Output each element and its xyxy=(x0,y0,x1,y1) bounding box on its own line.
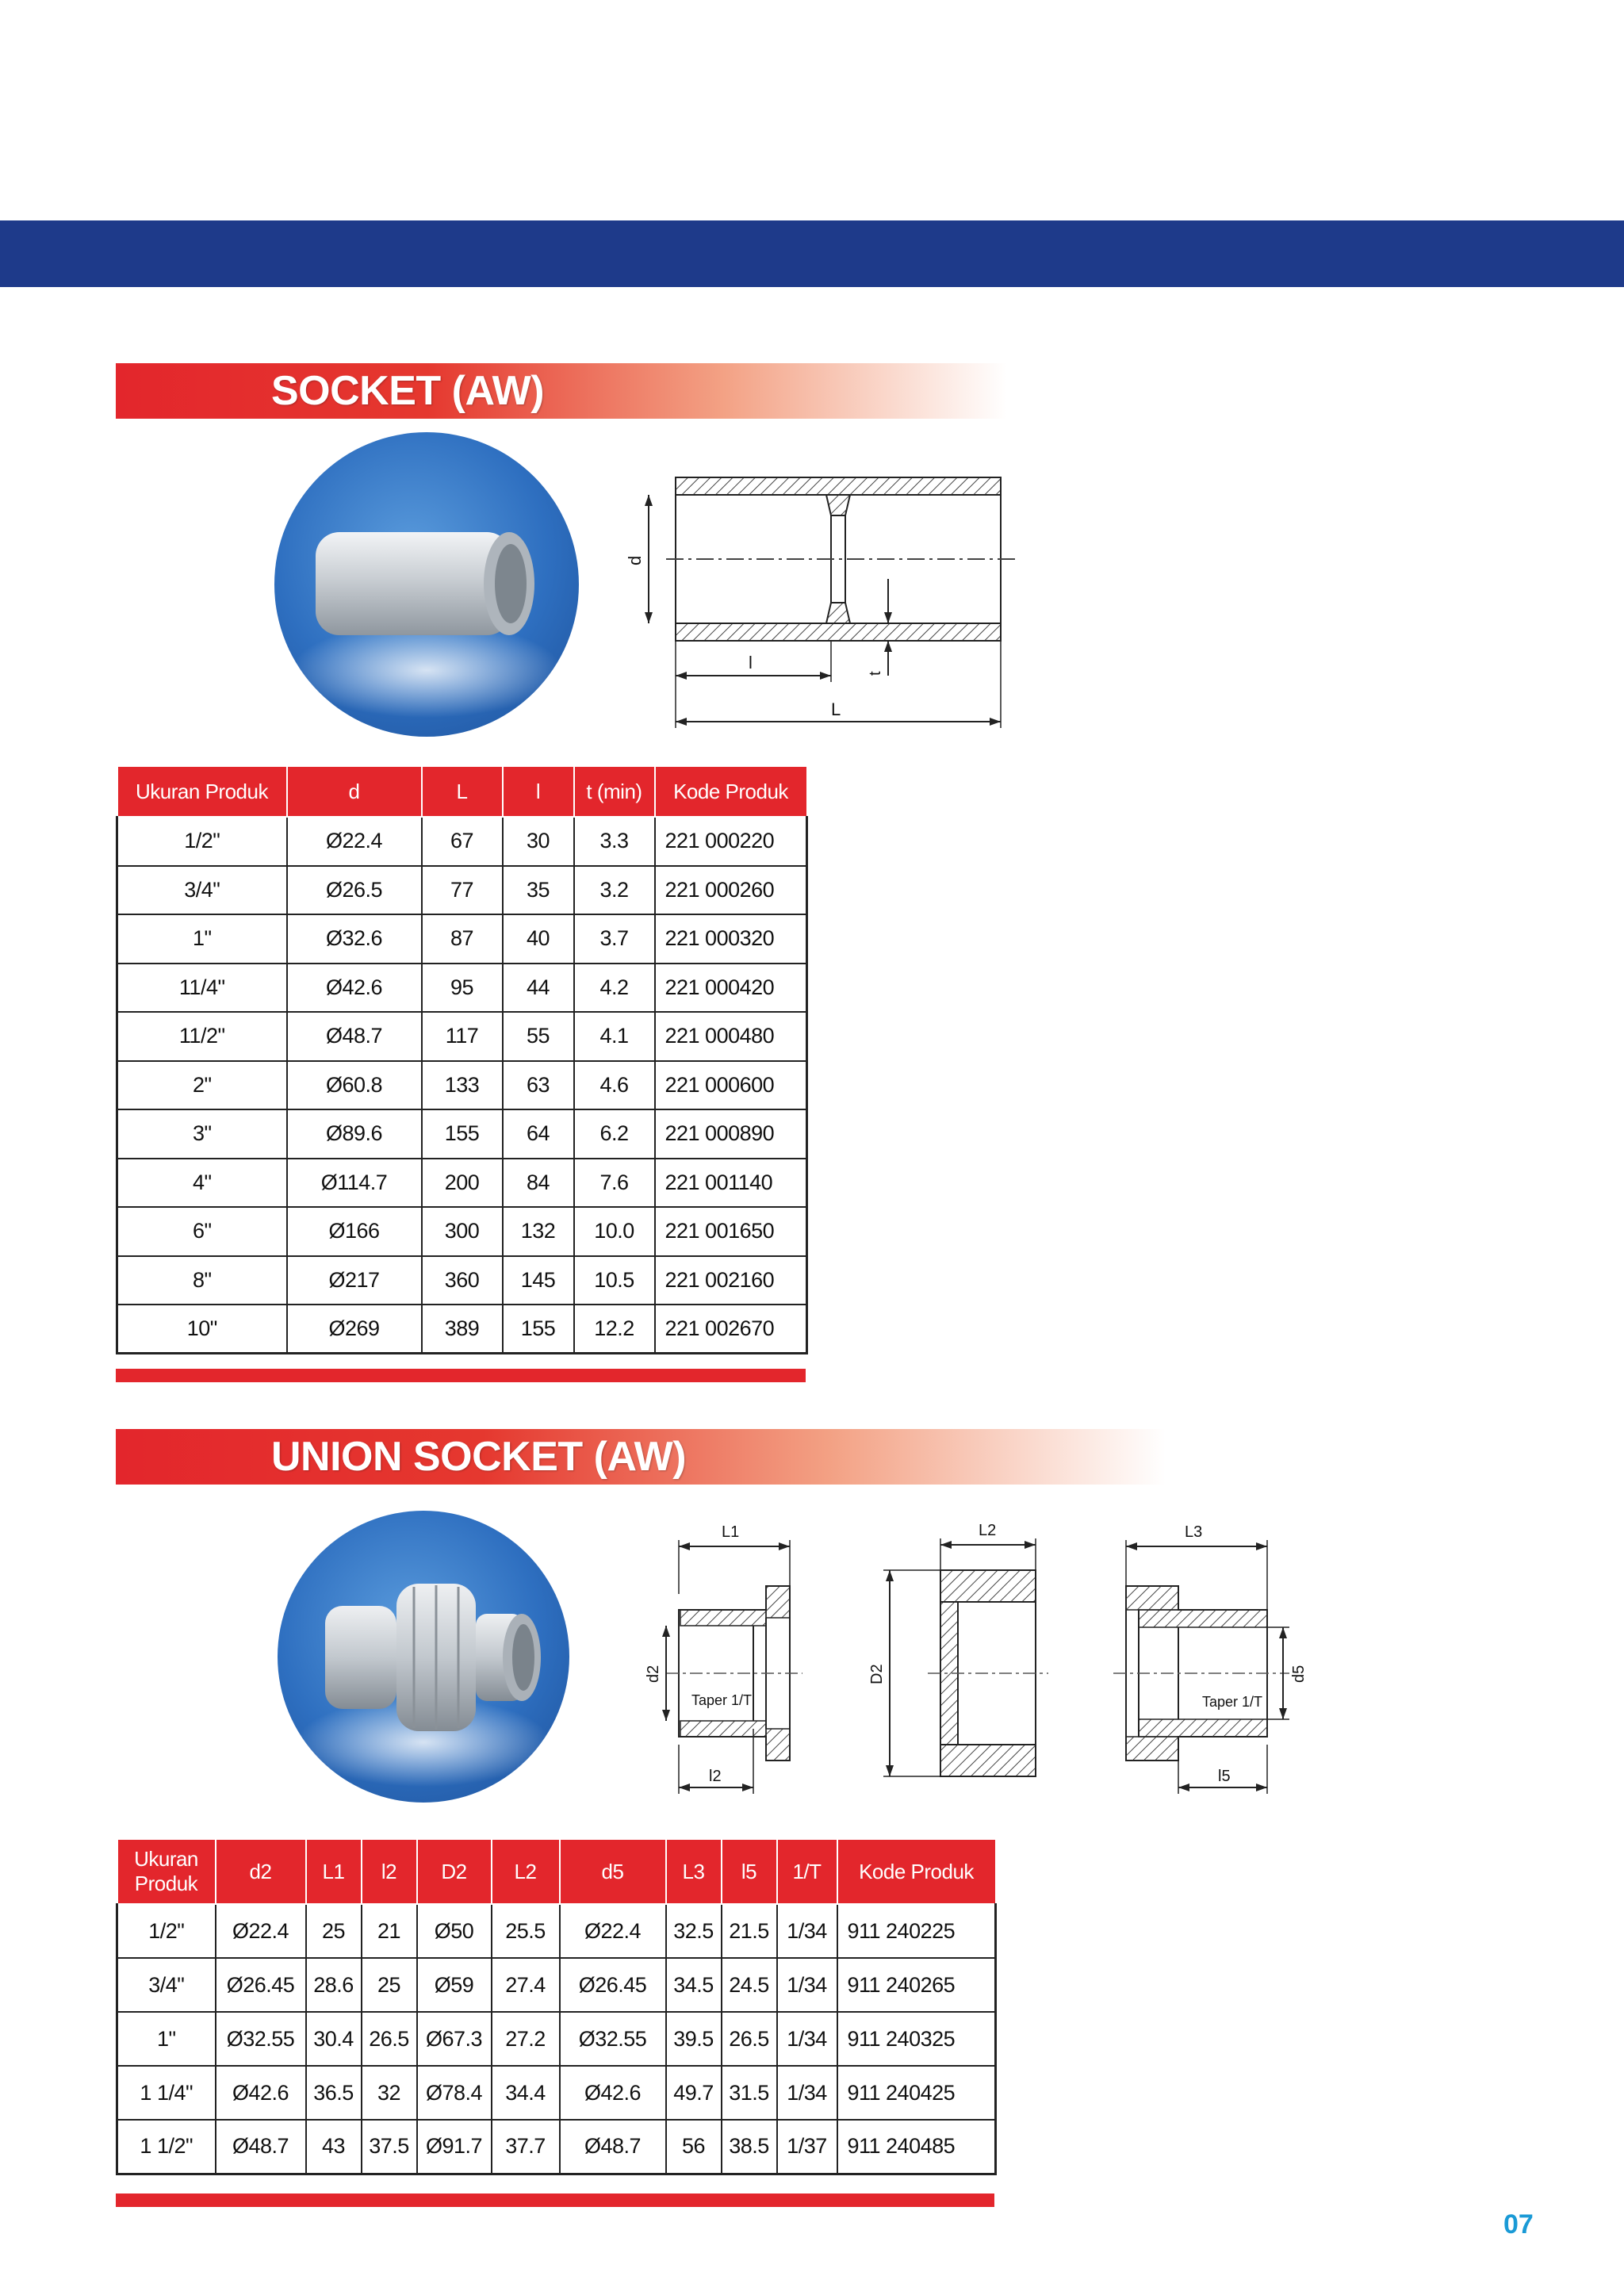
table-cell: 221 000890 xyxy=(655,1109,807,1159)
union-taper-label-a: Taper 1/T xyxy=(691,1692,753,1708)
union-dim-l5: l5 xyxy=(1218,1768,1231,1785)
table-cell: 44 xyxy=(503,964,574,1013)
table-cell: 360 xyxy=(422,1256,503,1305)
header-cell: d5 xyxy=(560,1839,666,1904)
table-cell: 221 001140 xyxy=(655,1159,807,1208)
table-cell: Ø22.4 xyxy=(216,1904,306,1958)
table-cell: Ø42.6 xyxy=(287,964,422,1013)
table-row xyxy=(117,1904,996,1958)
table-cell: 38.5 xyxy=(722,2120,777,2174)
table-row xyxy=(117,1207,807,1256)
table-cell: 221 000480 xyxy=(655,1012,807,1061)
table-cell: 11/2" xyxy=(117,1012,287,1061)
table-cell: 6" xyxy=(117,1207,287,1256)
table-cell: 84 xyxy=(503,1159,574,1208)
header-cell: Kode Produk xyxy=(837,1839,996,1904)
table-cell: Ø42.6 xyxy=(216,2066,306,2120)
table-cell: 25 xyxy=(306,1904,362,1958)
table-cell: 12.2 xyxy=(574,1305,655,1354)
table-cell: 34.5 xyxy=(666,1958,722,2012)
table-cell: 27.4 xyxy=(492,1958,560,2012)
table-cell: 2" xyxy=(117,1061,287,1110)
union-dim-D2: D2 xyxy=(868,1664,886,1684)
table-cell: Ø26.5 xyxy=(287,866,422,915)
table-cell: 4.1 xyxy=(574,1012,655,1061)
socket-product-photo xyxy=(274,432,579,737)
union-dim-L2: L2 xyxy=(979,1522,997,1539)
table-cell: 49.7 xyxy=(666,2066,722,2120)
table-row xyxy=(117,2066,996,2120)
table-row xyxy=(117,866,807,915)
table-cell: 1 1/4" xyxy=(117,2066,216,2120)
table-row xyxy=(117,2120,996,2174)
table-cell: 37.5 xyxy=(362,2120,417,2174)
header-cell: L1 xyxy=(306,1839,362,1904)
table-cell: Ø22.4 xyxy=(560,1904,666,1958)
table-row xyxy=(117,964,807,1013)
table-cell: 7.6 xyxy=(574,1159,655,1208)
table-cell: 27.2 xyxy=(492,2012,560,2066)
union-spec-table xyxy=(116,1838,997,2175)
table-cell: Ø32.55 xyxy=(560,2012,666,2066)
top-header-band xyxy=(0,220,1624,287)
socket-spec-table xyxy=(116,765,808,1354)
table-cell: 25 xyxy=(362,1958,417,2012)
table-cell: 10.5 xyxy=(574,1256,655,1305)
table-cell: 24.5 xyxy=(722,1958,777,2012)
header-cell: d xyxy=(287,766,422,817)
header-cell: Ukuran Produk xyxy=(117,1839,216,1904)
header-cell: d2 xyxy=(216,1839,306,1904)
table-cell: 3/4" xyxy=(117,866,287,915)
table-cell: 10" xyxy=(117,1305,287,1354)
table-cell: 221 001650 xyxy=(655,1207,807,1256)
table-cell: Ø48.7 xyxy=(560,2120,666,2174)
table-cell: 8" xyxy=(117,1256,287,1305)
table-cell: 221 000600 xyxy=(655,1061,807,1110)
table-cell: 221 000220 xyxy=(655,817,807,866)
table-cell: Ø22.4 xyxy=(287,817,422,866)
table-cell: 389 xyxy=(422,1305,503,1354)
table-cell: 32 xyxy=(362,2066,417,2120)
header-cell: D2 xyxy=(417,1839,492,1904)
socket-section-title: SOCKET (AW) xyxy=(116,363,1007,419)
table-cell: 3" xyxy=(117,1109,287,1159)
table-cell: Ø26.45 xyxy=(216,1958,306,2012)
table-cell: Ø67.3 xyxy=(417,2012,492,2066)
table-cell: 10.0 xyxy=(574,1207,655,1256)
table-cell: Ø89.6 xyxy=(287,1109,422,1159)
table-cell: 4.6 xyxy=(574,1061,655,1110)
table-cell: 117 xyxy=(422,1012,503,1061)
table-cell: 6.2 xyxy=(574,1109,655,1159)
table-cell: 63 xyxy=(503,1061,574,1110)
table-row xyxy=(117,914,807,964)
table-cell: 32.5 xyxy=(666,1904,722,1958)
table-cell: 300 xyxy=(422,1207,503,1256)
table-cell: 221 000260 xyxy=(655,866,807,915)
table-cell: 1/34 xyxy=(777,2066,837,2120)
table-cell: Ø59 xyxy=(417,1958,492,2012)
socket-dim-l: l xyxy=(749,653,753,672)
table-cell: 30.4 xyxy=(306,2012,362,2066)
table-cell: 1 1/2" xyxy=(117,2120,216,2174)
table-cell: 221 000320 xyxy=(655,914,807,964)
table-cell: 133 xyxy=(422,1061,503,1110)
table-cell: 30 xyxy=(503,817,574,866)
header-cell: t (min) xyxy=(574,766,655,817)
table-cell: 3/4" xyxy=(117,1958,216,2012)
table-cell: 200 xyxy=(422,1159,503,1208)
table-cell: 1/2" xyxy=(117,1904,216,1958)
socket-dim-L: L xyxy=(831,699,841,719)
table-row xyxy=(117,1159,807,1208)
table-cell: 26.5 xyxy=(722,2012,777,2066)
table-cell: Ø166 xyxy=(287,1207,422,1256)
table-cell: Ø42.6 xyxy=(560,2066,666,2120)
union-section-title: UNION SOCKET (AW) xyxy=(116,1429,1166,1485)
union-dim-d5: d5 xyxy=(1290,1665,1308,1683)
table-cell: 911 240225 xyxy=(837,1904,996,1958)
table-cell: Ø26.45 xyxy=(560,1958,666,2012)
socket-dim-d: d xyxy=(625,555,645,565)
table-cell: 1/37 xyxy=(777,2120,837,2174)
table-cell: Ø269 xyxy=(287,1305,422,1354)
table-cell: Ø48.7 xyxy=(216,2120,306,2174)
table-cell: 28.6 xyxy=(306,1958,362,2012)
table-cell: Ø48.7 xyxy=(287,1012,422,1061)
table-cell: 1/34 xyxy=(777,2012,837,2066)
table-cell: 3.3 xyxy=(574,817,655,866)
table-cell: 145 xyxy=(503,1256,574,1305)
table-cell: 1/34 xyxy=(777,1958,837,2012)
table-cell: Ø78.4 xyxy=(417,2066,492,2120)
table-cell: 95 xyxy=(422,964,503,1013)
table-cell: 67 xyxy=(422,817,503,866)
table-cell: 1/34 xyxy=(777,1904,837,1958)
table-cell: 26.5 xyxy=(362,2012,417,2066)
header-cell: l5 xyxy=(722,1839,777,1904)
table-cell: 911 240485 xyxy=(837,2120,996,2174)
table-row xyxy=(117,1012,807,1061)
table-cell: 21.5 xyxy=(722,1904,777,1958)
table-cell: Ø50 xyxy=(417,1904,492,1958)
socket-technical-drawing xyxy=(619,468,1031,738)
header-cell: Kode Produk xyxy=(655,766,807,817)
table-cell: 87 xyxy=(422,914,503,964)
union-dim-l2: l2 xyxy=(709,1768,722,1785)
table-cell: 11/4" xyxy=(117,964,287,1013)
table-cell: Ø32.55 xyxy=(216,2012,306,2066)
table-cell: 4" xyxy=(117,1159,287,1208)
header-cell: 1/T xyxy=(777,1839,837,1904)
union-dim-L3: L3 xyxy=(1185,1523,1203,1541)
union-taper-label-b: Taper 1/T xyxy=(1202,1694,1263,1710)
table-cell: Ø91.7 xyxy=(417,2120,492,2174)
table-cell: 911 240425 xyxy=(837,2066,996,2120)
socket-table-header xyxy=(117,766,807,817)
socket-dim-t: t xyxy=(867,671,884,676)
table-cell: 39.5 xyxy=(666,2012,722,2066)
union-dim-L1: L1 xyxy=(722,1523,740,1541)
table-row xyxy=(117,817,807,866)
table-row xyxy=(117,1109,807,1159)
table-cell: 36.5 xyxy=(306,2066,362,2120)
table-cell: 77 xyxy=(422,866,503,915)
header-cell: L3 xyxy=(666,1839,722,1904)
table-cell: 34.4 xyxy=(492,2066,560,2120)
table-cell: 37.7 xyxy=(492,2120,560,2174)
table-row xyxy=(117,1958,996,2012)
socket-table-footer-bar xyxy=(116,1369,806,1382)
table-cell: 55 xyxy=(503,1012,574,1061)
table-cell: 56 xyxy=(666,2120,722,2174)
page-number: 07 xyxy=(1503,2209,1534,2239)
table-cell: 1/2" xyxy=(117,817,287,866)
table-cell: 25.5 xyxy=(492,1904,560,1958)
table-cell: 1" xyxy=(117,2012,216,2066)
table-cell: 31.5 xyxy=(722,2066,777,2120)
table-cell: 3.2 xyxy=(574,866,655,915)
union-dim-d2: d2 xyxy=(645,1665,662,1683)
header-cell: l2 xyxy=(362,1839,417,1904)
table-cell: 911 240265 xyxy=(837,1958,996,2012)
header-cell: L2 xyxy=(492,1839,560,1904)
table-cell: 132 xyxy=(503,1207,574,1256)
table-cell: 64 xyxy=(503,1109,574,1159)
table-row xyxy=(117,1256,807,1305)
header-cell: l xyxy=(503,766,574,817)
table-cell: 40 xyxy=(503,914,574,964)
table-row xyxy=(117,1061,807,1110)
table-cell: Ø60.8 xyxy=(287,1061,422,1110)
table-cell: 155 xyxy=(422,1109,503,1159)
table-cell: Ø32.6 xyxy=(287,914,422,964)
table-cell: 155 xyxy=(503,1305,574,1354)
table-cell: 21 xyxy=(362,1904,417,1958)
table-cell: Ø217 xyxy=(287,1256,422,1305)
table-cell: 221 002670 xyxy=(655,1305,807,1354)
header-cell: Ukuran Produk xyxy=(117,766,287,817)
union-table-footer-bar xyxy=(116,2193,994,2207)
table-cell: 221 002160 xyxy=(655,1256,807,1305)
table-cell: 911 240325 xyxy=(837,2012,996,2066)
table-cell: 4.2 xyxy=(574,964,655,1013)
table-cell: Ø114.7 xyxy=(287,1159,422,1208)
table-row xyxy=(117,1305,807,1354)
header-cell: L xyxy=(422,766,503,817)
table-cell: 3.7 xyxy=(574,914,655,964)
table-row xyxy=(117,2012,996,2066)
union-product-photo xyxy=(278,1511,569,1803)
table-cell: 35 xyxy=(503,866,574,915)
table-cell: 43 xyxy=(306,2120,362,2174)
union-technical-drawing xyxy=(634,1507,1332,1808)
table-cell: 221 000420 xyxy=(655,964,807,1013)
union-table-header xyxy=(117,1839,996,1904)
table-cell: 1" xyxy=(117,914,287,964)
